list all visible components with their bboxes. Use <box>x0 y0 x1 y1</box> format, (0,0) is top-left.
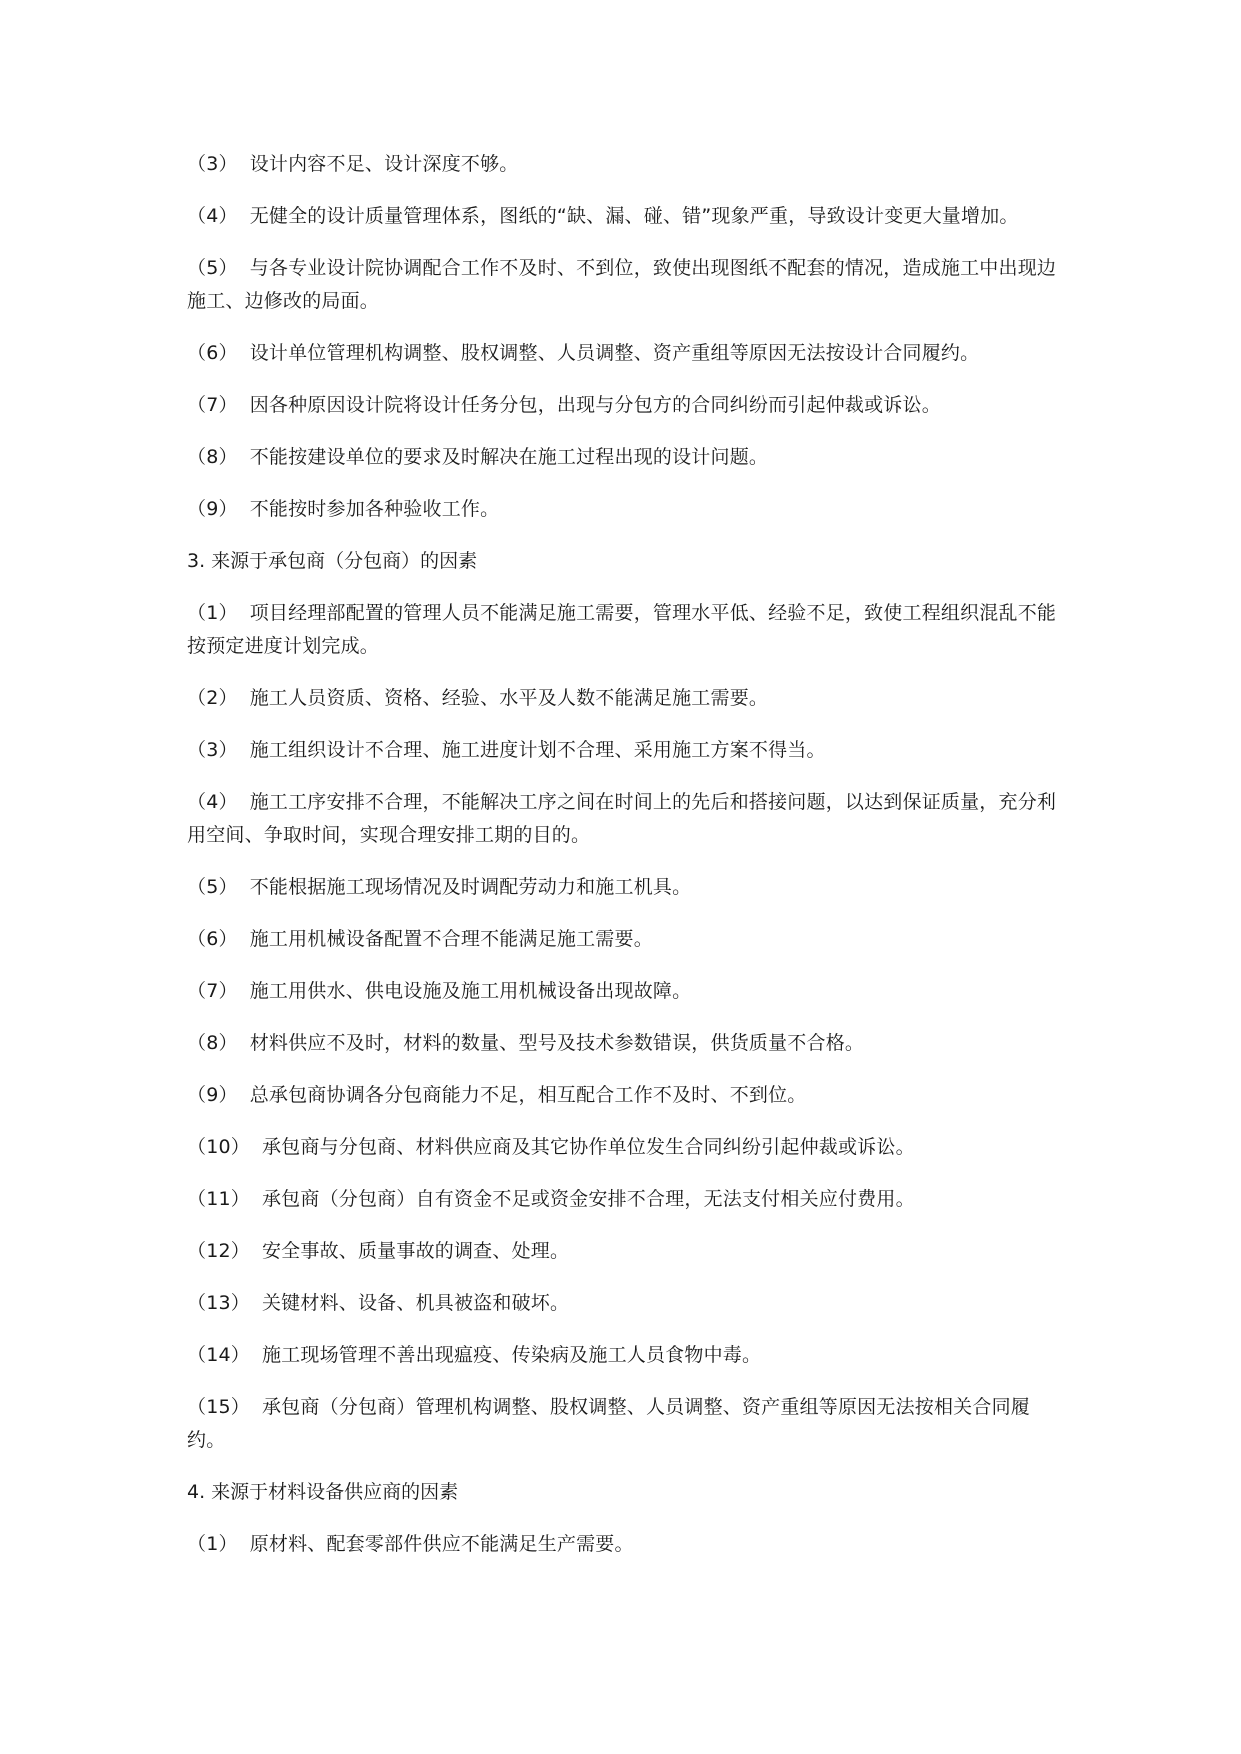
item-text: 项目经理部配置的管理人员不能满足施工需要，管理水平低、经验不足，致使工程组织混乱不能按预定进度计划完成。 <box>187 602 1057 657</box>
list-item <box>187 1528 1057 1561</box>
list-item <box>187 337 1057 370</box>
item-text: 因各种原因设计院将设计任务分包，出现与分包方的合同纠纷而引起仲裁或诉讼。 <box>249 394 941 416</box>
list-item <box>187 1131 1057 1164</box>
list-item <box>187 200 1057 233</box>
list-item <box>187 871 1057 904</box>
item-number: （1） <box>187 602 238 624</box>
item-text: 总承包商协调各分包商能力不足，相互配合工作不及时、不到位。 <box>249 1084 807 1106</box>
list-item <box>187 597 1057 663</box>
list-item <box>187 923 1057 956</box>
item-text: 原材料、配套零部件供应不能满足生产需要。 <box>249 1533 634 1555</box>
item-number: （5） <box>187 876 238 898</box>
section-heading: 4. 来源于材料设备供应商的因素 <box>187 1481 459 1503</box>
item-number: （13） <box>187 1292 250 1314</box>
item-text: 与各专业设计院协调配合工作不及时、不到位，致使出现图纸不配套的情况，造成施工中出现边施工、边修改的局面。 <box>187 257 1057 312</box>
item-number: （7） <box>187 980 238 1002</box>
list-item <box>187 1391 1057 1457</box>
list-item <box>187 493 1057 526</box>
item-text: 承包商（分包商）自有资金不足或资金安排不合理，无法支付相关应付费用。 <box>261 1188 915 1210</box>
item-number: （15） <box>187 1396 250 1418</box>
item-number: （4） <box>187 205 238 227</box>
list-item <box>187 441 1057 474</box>
item-text: 无健全的设计质量管理体系，图纸的“缺、漏、碰、错”现象严重，导致设计变更大量增加。 <box>249 205 1019 227</box>
item-text: 设计内容不足、设计深度不够。 <box>249 153 519 175</box>
item-text: 施工组织设计不合理、施工进度计划不合理、采用施工方案不得当。 <box>249 739 826 761</box>
item-text: 不能根据施工现场情况及时调配劳动力和施工机具。 <box>249 876 692 898</box>
item-text: 设计单位管理机构调整、股权调整、人员调整、资产重组等原因无法按设计合同履约。 <box>249 342 980 364</box>
item-text: 承包商与分包商、材料供应商及其它协作单位发生合同纠纷引起仲裁或诉讼。 <box>261 1136 915 1158</box>
item-text: 施工现场管理不善出现瘟疫、传染病及施工人员食物中毒。 <box>261 1344 762 1366</box>
section-heading: 3. 来源于承包商（分包商）的因素 <box>187 550 478 572</box>
item-text: 施工用供水、供电设施及施工用机械设备出现故障。 <box>249 980 692 1002</box>
list-item <box>187 682 1057 715</box>
item-number: （6） <box>187 342 238 364</box>
list-item <box>187 148 1057 181</box>
item-text: 安全事故、质量事故的调查、处理。 <box>261 1240 570 1262</box>
item-number: （3） <box>187 739 238 761</box>
item-text: 施工用机械设备配置不合理不能满足施工需要。 <box>249 928 653 950</box>
item-number: （4） <box>187 791 238 813</box>
list-item <box>187 975 1057 1008</box>
list-item <box>187 252 1057 318</box>
item-number: （12） <box>187 1240 250 1262</box>
item-text: 施工工序安排不合理，不能解决工序之间在时间上的先后和搭接问题，以达到保证质量，充分利用空间、争取时间，实现合理安排工期的目的。 <box>187 791 1057 846</box>
item-number: （9） <box>187 1084 238 1106</box>
item-text: 承包商（分包商）管理机构调整、股权调整、人员调整、资产重组等原因无法按相关合同履约。 <box>187 1396 1030 1451</box>
list-item <box>187 1287 1057 1320</box>
item-text: 施工人员资质、资格、经验、水平及人数不能满足施工需要。 <box>249 687 769 709</box>
item-number: （9） <box>187 498 238 520</box>
item-number: （2） <box>187 687 238 709</box>
item-number: （3） <box>187 153 238 175</box>
document-page <box>187 148 1057 1580</box>
item-number: （1） <box>187 1533 238 1555</box>
list-item <box>187 1235 1057 1268</box>
item-text: 关键材料、设备、机具被盗和破坏。 <box>261 1292 570 1314</box>
item-number: （11） <box>187 1188 250 1210</box>
list-item <box>187 1027 1057 1060</box>
item-number: （7） <box>187 394 238 416</box>
item-number: （10） <box>187 1136 250 1158</box>
list-item <box>187 786 1057 852</box>
item-text: 材料供应不及时，材料的数量、型号及技术参数错误，供货质量不合格。 <box>249 1032 865 1054</box>
item-text: 不能按时参加各种验收工作。 <box>249 498 500 520</box>
item-number: （5） <box>187 257 238 279</box>
item-number: （8） <box>187 446 238 468</box>
list-item <box>187 1079 1057 1112</box>
item-number: （6） <box>187 928 238 950</box>
list-item <box>187 1183 1057 1216</box>
list-item <box>187 389 1057 422</box>
item-number: （14） <box>187 1344 250 1366</box>
list-item <box>187 734 1057 767</box>
item-text: 不能按建设单位的要求及时解决在施工过程出现的设计问题。 <box>249 446 769 468</box>
item-number: （8） <box>187 1032 238 1054</box>
list-item <box>187 1339 1057 1372</box>
